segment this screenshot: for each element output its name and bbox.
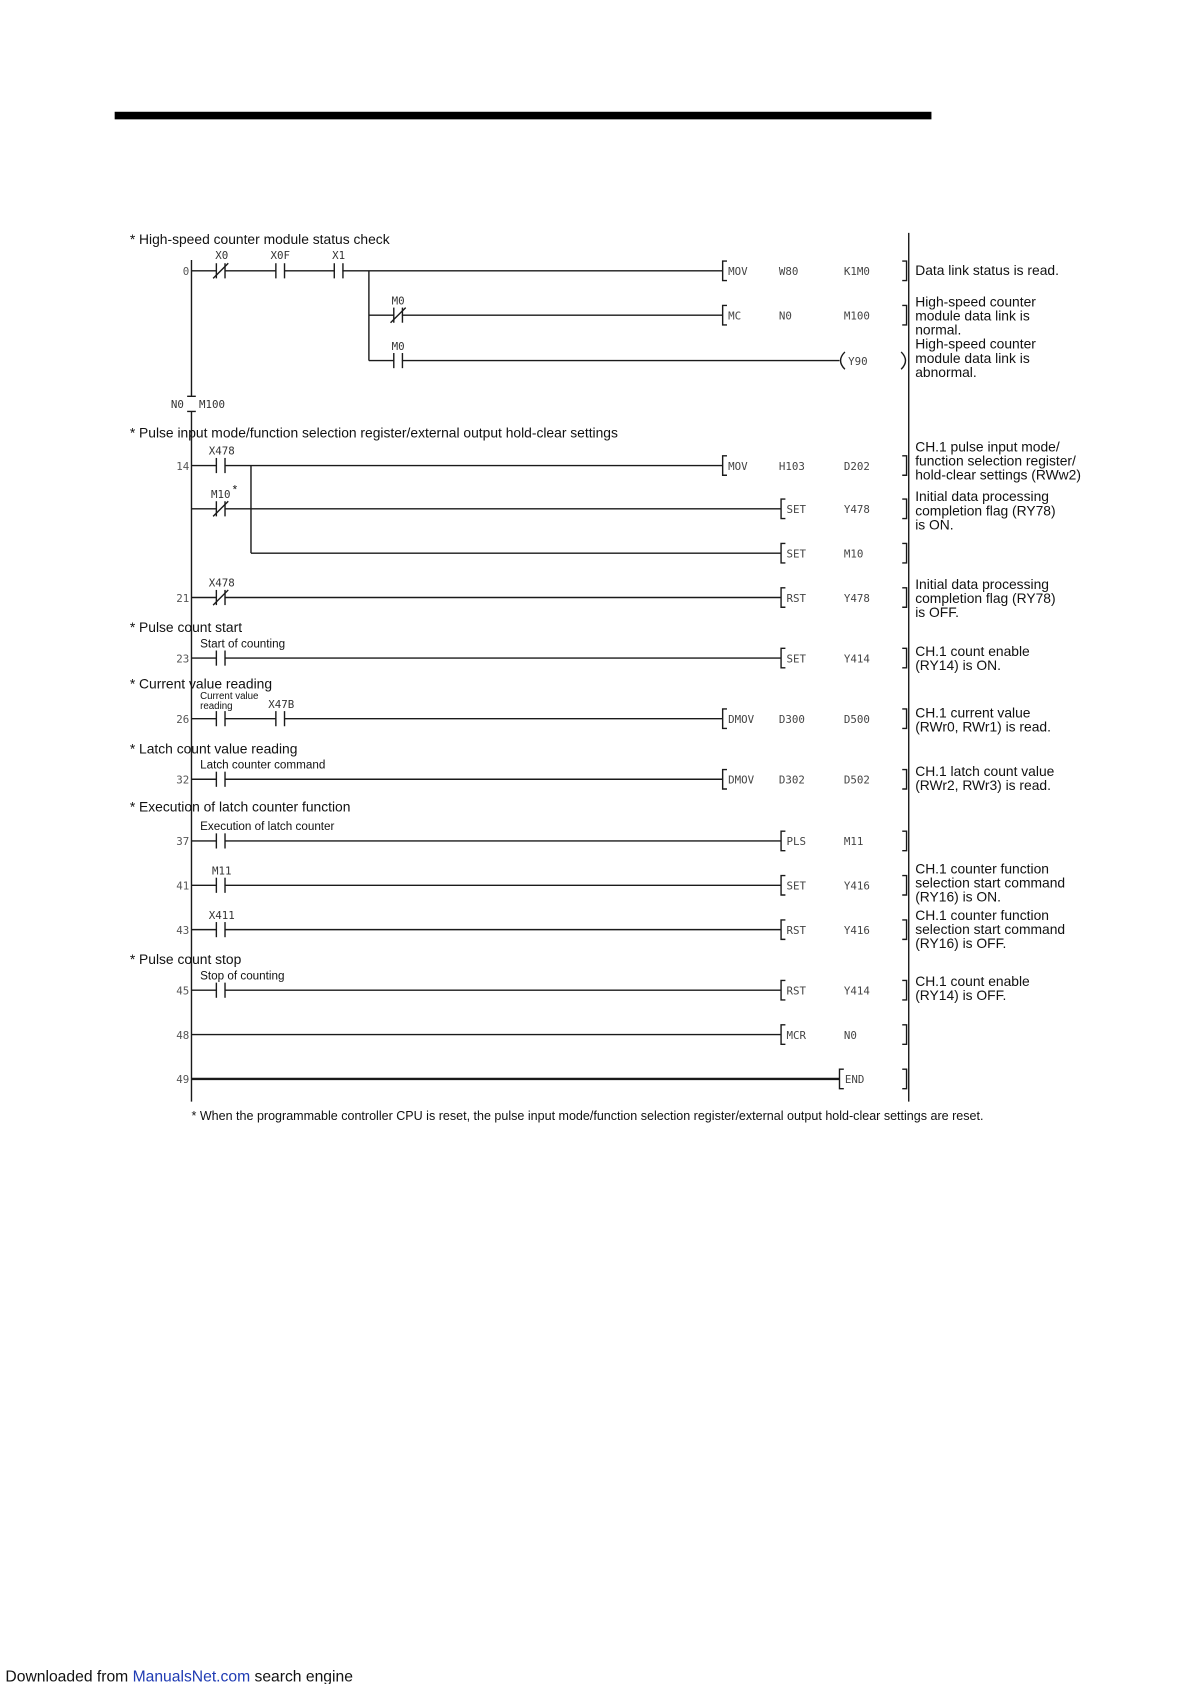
instruction-arg: D300 (778, 713, 805, 726)
note-line: (RWr2, RWr3) is read. (915, 777, 1051, 794)
no-contact-icon (216, 711, 225, 726)
instruction-set (781, 876, 906, 895)
instruction-op: RST (786, 923, 806, 937)
instruction-dmov (723, 770, 907, 789)
contact-comment-label: Start of counting (200, 637, 286, 651)
step-number: 32 (176, 773, 190, 787)
footer-prefix: Downloaded from (5, 1668, 129, 1684)
instruction-op: SET (786, 652, 806, 666)
instruction-mov (723, 456, 907, 475)
instruction-op: MCR (786, 1028, 806, 1042)
instruction-pls (781, 831, 906, 850)
step-number: 26 (176, 713, 190, 726)
step-number: 14 (176, 459, 190, 473)
instruction-arg: M10 (843, 547, 864, 561)
note-line: High-speed counter (915, 293, 1036, 310)
instruction-mov (723, 261, 907, 280)
footnote-mark: * (232, 483, 238, 497)
no-contact-icon (216, 458, 225, 473)
instruction-op: SET (786, 879, 806, 893)
instruction-op: MOV (728, 459, 748, 473)
section-comment: * Pulse count start (129, 619, 243, 636)
no-contact-icon (216, 922, 225, 937)
instruction-set (781, 648, 906, 667)
no-contact-icon (216, 878, 225, 893)
instruction-op: RST (786, 984, 806, 998)
rung-current-value-reading (191, 691, 1050, 734)
instruction-arg: M11 (843, 835, 864, 849)
no-contact-icon (216, 772, 225, 787)
instruction-arg: D500 (843, 713, 870, 726)
note-line: CH.1 count enable (915, 642, 1030, 659)
note-line: CH.1 counter function (915, 860, 1049, 877)
instruction-mcr (781, 1025, 906, 1044)
section-comment: * Execution of latch counter function (129, 798, 351, 815)
instruction-op: MOV (728, 265, 748, 279)
rung-latch-count-reading (191, 758, 1054, 793)
note-line: (RY14) is OFF. (915, 986, 1007, 1003)
instruction-arg: K1M0 (843, 265, 870, 279)
contact-device-label: M0 (391, 339, 405, 353)
instruction-rst (781, 920, 906, 939)
mc-device-label: M100 (199, 398, 226, 412)
no-contact-icon (216, 651, 225, 666)
instruction-rst (781, 588, 906, 607)
note-line: function selection register/ (915, 452, 1076, 469)
note-line: CH.1 counter function (915, 906, 1049, 923)
rung-latch-counter-execution (191, 820, 906, 851)
contact-device-label: M10 (210, 487, 231, 501)
instruction-mc (723, 305, 907, 324)
contact-device-label: X47B (268, 697, 295, 711)
rung-line (191, 271, 839, 361)
rung-pulse-input-settings (191, 438, 1080, 562)
footer-link[interactable]: ManualsNet.com (132, 1668, 251, 1684)
no-contact-icon (334, 263, 343, 278)
instruction-arg: D502 (843, 773, 870, 787)
note-line: module data link is (915, 349, 1030, 366)
rung-pulse-count-stop (191, 969, 1030, 1003)
instruction-arg: D202 (843, 459, 870, 473)
footnote: * When the programmable controller CPU is reset, the pulse input mode/function selection register/external output hold-clear settings are reset. (191, 1109, 984, 1124)
instruction-arg: Y414 (843, 652, 870, 666)
contact-comment-label: Latch counter command (200, 758, 326, 772)
instruction-arg: Y416 (843, 879, 870, 893)
instruction-arg: M100 (843, 309, 870, 323)
note-line: hold-clear settings (RWw2) (915, 466, 1081, 483)
step-number: 37 (176, 835, 190, 849)
instruction-arg: D302 (778, 773, 805, 787)
no-contact-icon (276, 711, 285, 726)
contact-device-label: X1 (332, 248, 346, 262)
instruction-arg: H103 (778, 459, 805, 473)
no-contact-icon (216, 833, 225, 848)
note-line: (RY16) is ON. (915, 888, 1002, 905)
instruction-arg: Y414 (843, 984, 870, 998)
note-line: selection start command (915, 874, 1066, 891)
instruction-op: RST (786, 591, 806, 605)
instruction-op: SET (786, 503, 806, 517)
note-line: completion flag (RY78) (915, 589, 1056, 606)
note-line: is ON. (915, 516, 954, 533)
note-line: is OFF. (915, 603, 960, 620)
no-contact-icon (394, 353, 403, 368)
instruction-op: DMOV (728, 773, 755, 787)
instruction-arg: Y416 (843, 923, 870, 937)
coil-device: Y90 (848, 354, 868, 368)
note-line: selection start command (915, 920, 1066, 937)
step-number: 23 (176, 652, 190, 666)
instruction-arg: Y478 (843, 591, 870, 605)
section-comment: * High-speed counter module status check (129, 230, 390, 247)
rung-counter-function-start (191, 860, 1065, 904)
header-rule (115, 112, 932, 120)
contact-comment-label: Stop of counting (200, 969, 285, 983)
instruction-op: MC (728, 309, 742, 323)
instruction-op: PLS (786, 835, 806, 849)
footer-suffix: search engine (254, 1668, 353, 1684)
step-number: 43 (176, 923, 190, 937)
instruction-set (781, 543, 906, 562)
rung-status-check (191, 249, 1058, 380)
step-number: 41 (176, 879, 190, 893)
step-number: 0 (182, 265, 190, 279)
instruction-op: DMOV (728, 713, 755, 726)
contact-comment-label: Current value (200, 691, 259, 703)
note-line: CH.1 latch count value (915, 763, 1055, 780)
note-line: normal. (915, 321, 962, 338)
instruction-arg: Y478 (843, 503, 870, 517)
instruction-arg: W80 (778, 265, 799, 279)
note-line: CH.1 pulse input mode/ (915, 438, 1060, 455)
step-number: 21 (176, 591, 190, 605)
note-line: High-speed counter (915, 335, 1036, 352)
note-line: (RY14) is ON. (915, 656, 1002, 673)
contact-device-label: X478 (208, 576, 235, 590)
note-line: CH.1 current value (915, 704, 1031, 721)
section-comment: * Pulse count stop (129, 951, 242, 968)
output-coil-icon (841, 352, 906, 369)
section-comment: * Latch count value reading (129, 740, 298, 757)
no-contact-icon (276, 263, 285, 278)
instruction-arg: N0 (778, 309, 792, 323)
rung-line (191, 466, 781, 554)
note-line: CH.1 count enable (915, 972, 1030, 989)
rung-reset-initial-flag (191, 576, 1055, 620)
contact-device-label: X478 (208, 444, 235, 458)
instruction-arg: N0 (843, 1028, 857, 1042)
note-line: abnormal. (915, 363, 977, 380)
instruction-op: END (844, 1073, 865, 1087)
contact-comment-label: reading (200, 700, 233, 712)
instruction-op: SET (786, 547, 806, 561)
instruction-dmov (723, 709, 907, 728)
page-footer (5, 1668, 353, 1684)
step-number: 45 (176, 984, 190, 998)
step-number: 49 (176, 1073, 190, 1087)
contact-device-label: X411 (208, 908, 235, 922)
note-line: completion flag (RY78) (915, 502, 1056, 519)
rung-master-control-reset (191, 1025, 906, 1044)
note-line: Initial data processing (915, 575, 1049, 592)
note-line: (RWr0, RWr1) is read. (915, 718, 1051, 735)
no-contact-icon (216, 983, 225, 998)
contact-device-label: X0F (270, 248, 290, 262)
rung-end (191, 1069, 906, 1088)
contact-device-label: M11 (212, 864, 232, 878)
contact-device-label: X0 (215, 248, 229, 262)
step-number: 48 (176, 1028, 190, 1042)
contact-comment-label: Execution of latch counter (200, 820, 335, 834)
note-line: Data link status is read. (915, 262, 1059, 279)
note-line: (RY16) is OFF. (915, 935, 1007, 952)
section-comment: * Pulse input mode/function selection register/external output hold-clear settings (129, 424, 618, 441)
note-line: Initial data processing (915, 488, 1049, 505)
mc-nesting-label: N0 (170, 398, 184, 412)
note-line: module data link is (915, 307, 1030, 324)
instruction-rst (781, 980, 906, 999)
section-comment: * Current value reading (129, 675, 273, 692)
instruction-set (781, 499, 906, 518)
contact-device-label: M0 (391, 294, 405, 308)
rung-pulse-count-start (191, 637, 1030, 673)
rung-counter-function-reset (191, 907, 1065, 951)
instruction-end (839, 1069, 906, 1088)
